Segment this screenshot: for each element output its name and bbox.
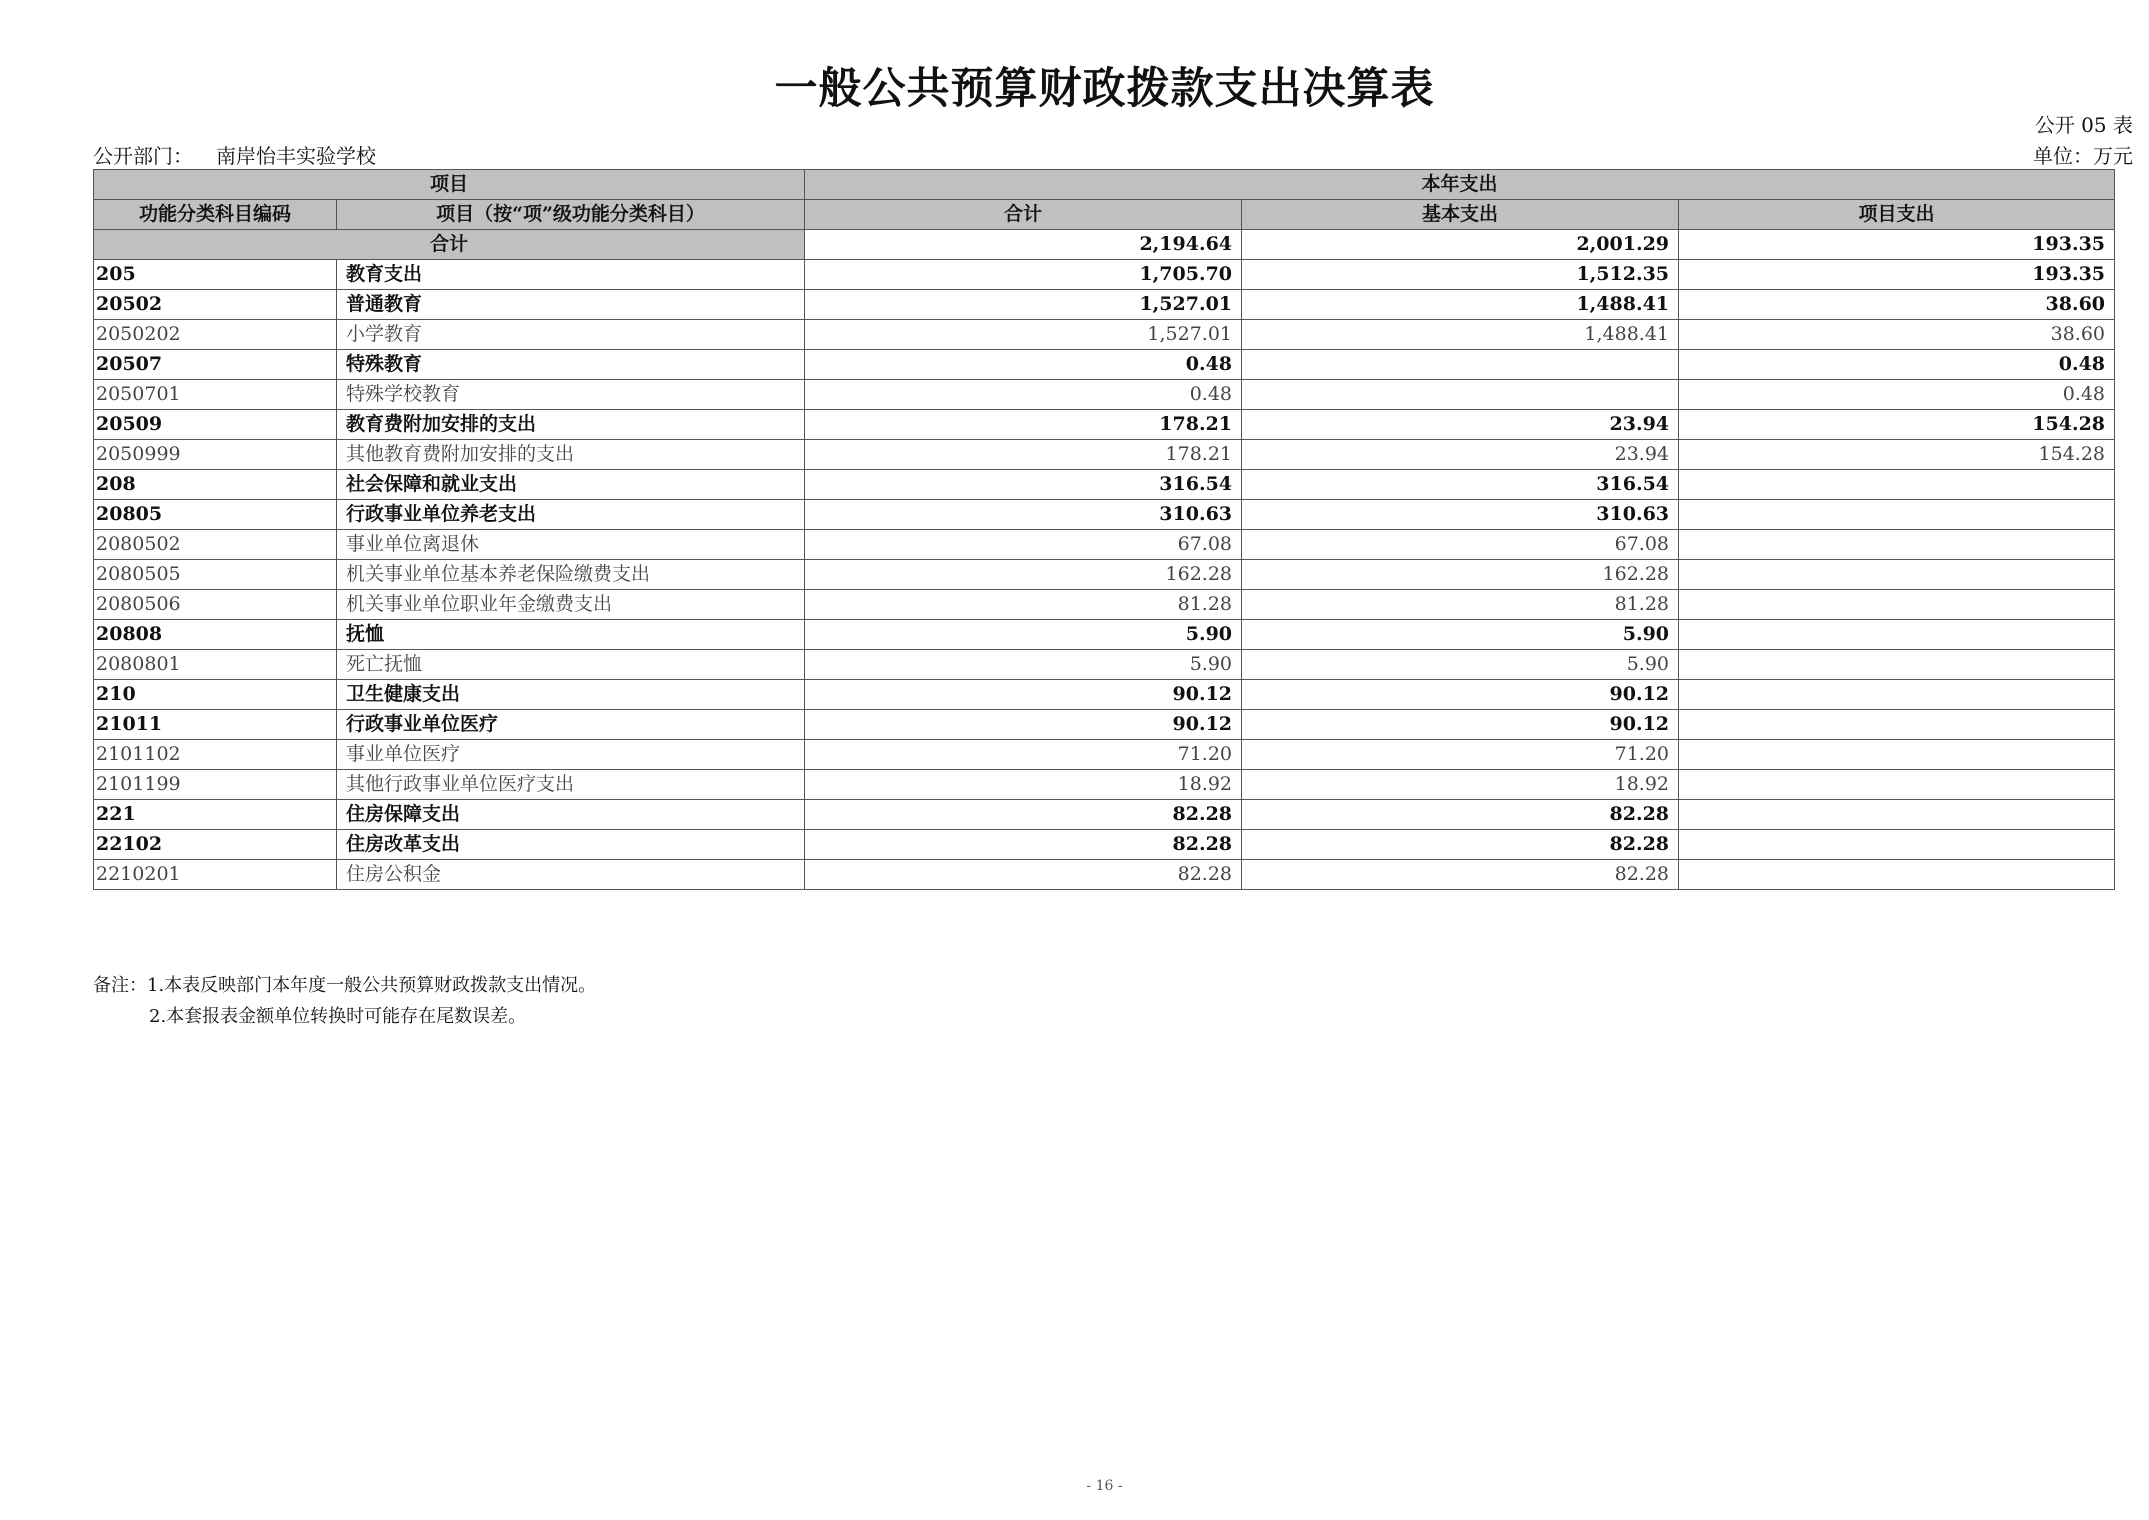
table-row xyxy=(94,860,2115,890)
row-name: 卫生健康支出 xyxy=(337,680,805,710)
row-basic: 316.54 xyxy=(1242,470,1679,500)
row-basic: 23.94 xyxy=(1242,410,1679,440)
row-project xyxy=(1679,470,2115,500)
row-code: 2080801 xyxy=(94,650,337,680)
total-label: 合计 xyxy=(94,230,805,260)
row-project xyxy=(1679,620,2115,650)
row-basic: 1,512.35 xyxy=(1242,260,1679,290)
row-total: 178.21 xyxy=(805,410,1242,440)
row-project xyxy=(1679,650,2115,680)
row-code: 2080506 xyxy=(94,590,337,620)
header-item: 项目（按“项”级功能分类科目） xyxy=(337,200,805,230)
page-title: 一般公共预算财政拨款支出决算表 xyxy=(774,64,1435,114)
row-code: 2050202 xyxy=(94,320,337,350)
row-project: 0.48 xyxy=(1679,380,2115,410)
table-row xyxy=(94,560,2115,590)
row-name: 特殊教育 xyxy=(337,350,805,380)
table-row xyxy=(94,320,2115,350)
row-code: 20507 xyxy=(94,350,337,380)
table-row xyxy=(94,290,2115,320)
row-project xyxy=(1679,800,2115,830)
row-total: 0.48 xyxy=(805,380,1242,410)
table-row xyxy=(94,620,2115,650)
row-project xyxy=(1679,530,2115,560)
header-total: 合计 xyxy=(805,200,1242,230)
row-name: 事业单位医疗 xyxy=(337,740,805,770)
note-2: 2.本套报表金额单位转换时可能存在尾数误差。 xyxy=(149,1006,527,1027)
row-total: 316.54 xyxy=(805,470,1242,500)
row-code: 20502 xyxy=(94,290,337,320)
row-total: 67.08 xyxy=(805,530,1242,560)
row-name: 住房保障支出 xyxy=(337,800,805,830)
row-code: 2080505 xyxy=(94,560,337,590)
department-name: 南岸怡丰实验学校 xyxy=(216,144,376,168)
row-project: 38.60 xyxy=(1679,320,2115,350)
row-basic: 90.12 xyxy=(1242,710,1679,740)
row-name: 行政事业单位医疗 xyxy=(337,710,805,740)
header-basic: 基本支出 xyxy=(1242,200,1679,230)
table-row xyxy=(94,770,2115,800)
header-current-year: 本年支出 xyxy=(805,170,2115,200)
row-project xyxy=(1679,710,2115,740)
total-row xyxy=(94,230,2115,260)
row-total: 1,527.01 xyxy=(805,320,1242,350)
row-basic: 5.90 xyxy=(1242,620,1679,650)
row-project: 0.48 xyxy=(1679,350,2115,380)
header-project-expense: 项目支出 xyxy=(1679,200,2115,230)
row-code: 20805 xyxy=(94,500,337,530)
row-basic: 82.28 xyxy=(1242,800,1679,830)
row-project xyxy=(1679,560,2115,590)
row-total: 310.63 xyxy=(805,500,1242,530)
row-project xyxy=(1679,680,2115,710)
row-basic: 71.20 xyxy=(1242,740,1679,770)
row-code: 2080502 xyxy=(94,530,337,560)
row-project xyxy=(1679,860,2115,890)
table-row xyxy=(94,590,2115,620)
row-code: 20509 xyxy=(94,410,337,440)
header-code: 功能分类科目编码 xyxy=(94,200,337,230)
row-code: 205 xyxy=(94,260,337,290)
table-row xyxy=(94,350,2115,380)
header-project: 项目 xyxy=(94,170,805,200)
row-basic: 310.63 xyxy=(1242,500,1679,530)
row-total: 82.28 xyxy=(805,800,1242,830)
unit-label: 单位：万元 xyxy=(2033,144,2133,168)
row-total: 81.28 xyxy=(805,590,1242,620)
row-code: 21011 xyxy=(94,710,337,740)
department-label: 公开部门： xyxy=(93,144,193,168)
row-project xyxy=(1679,770,2115,800)
row-basic: 82.28 xyxy=(1242,830,1679,860)
row-basic: 18.92 xyxy=(1242,770,1679,800)
row-code: 20808 xyxy=(94,620,337,650)
row-project: 154.28 xyxy=(1679,410,2115,440)
row-total: 1,705.70 xyxy=(805,260,1242,290)
row-total: 5.90 xyxy=(805,620,1242,650)
table-row xyxy=(94,830,2115,860)
row-basic: 23.94 xyxy=(1242,440,1679,470)
total-basic: 2,001.29 xyxy=(1242,230,1679,260)
row-code: 2050999 xyxy=(94,440,337,470)
row-name: 特殊学校教育 xyxy=(337,380,805,410)
table-row xyxy=(94,380,2115,410)
row-basic: 162.28 xyxy=(1242,560,1679,590)
header-row-1 xyxy=(94,170,2115,200)
row-code: 2101199 xyxy=(94,770,337,800)
table-row xyxy=(94,530,2115,560)
table-row xyxy=(94,650,2115,680)
table-row xyxy=(94,260,2115,290)
row-basic: 1,488.41 xyxy=(1242,290,1679,320)
row-total: 82.28 xyxy=(805,830,1242,860)
row-basic xyxy=(1242,380,1679,410)
notes xyxy=(93,970,596,1032)
table-row xyxy=(94,710,2115,740)
row-project xyxy=(1679,830,2115,860)
row-total: 1,527.01 xyxy=(805,290,1242,320)
row-project: 154.28 xyxy=(1679,440,2115,470)
row-basic: 1,488.41 xyxy=(1242,320,1679,350)
row-name: 机关事业单位职业年金缴费支出 xyxy=(337,590,805,620)
row-name: 住房公积金 xyxy=(337,860,805,890)
row-total: 90.12 xyxy=(805,680,1242,710)
row-project: 193.35 xyxy=(1679,260,2115,290)
row-basic: 67.08 xyxy=(1242,530,1679,560)
row-code: 2101102 xyxy=(94,740,337,770)
table-row xyxy=(94,440,2115,470)
row-total: 18.92 xyxy=(805,770,1242,800)
row-code: 208 xyxy=(94,470,337,500)
row-name: 住房改革支出 xyxy=(337,830,805,860)
row-project: 38.60 xyxy=(1679,290,2115,320)
table-row xyxy=(94,740,2115,770)
row-basic: 82.28 xyxy=(1242,860,1679,890)
row-name: 社会保障和就业支出 xyxy=(337,470,805,500)
row-project xyxy=(1679,740,2115,770)
total-project: 193.35 xyxy=(1679,230,2115,260)
row-basic: 81.28 xyxy=(1242,590,1679,620)
row-name: 死亡抚恤 xyxy=(337,650,805,680)
note-1: 备注：1.本表反映部门本年度一般公共预算财政拨款支出情况。 xyxy=(93,975,597,996)
row-code: 210 xyxy=(94,680,337,710)
row-name: 其他行政事业单位医疗支出 xyxy=(337,770,805,800)
total-total: 2,194.64 xyxy=(805,230,1242,260)
row-basic: 5.90 xyxy=(1242,650,1679,680)
expenditure-table xyxy=(93,169,2115,890)
row-name: 其他教育费附加安排的支出 xyxy=(337,440,805,470)
table-row xyxy=(94,500,2115,530)
row-name: 小学教育 xyxy=(337,320,805,350)
row-name: 教育支出 xyxy=(337,260,805,290)
table-row xyxy=(94,800,2115,830)
row-total: 5.90 xyxy=(805,650,1242,680)
row-code: 221 xyxy=(94,800,337,830)
row-total: 82.28 xyxy=(805,860,1242,890)
page-number: - 16 - xyxy=(1086,1478,1123,1494)
row-total: 0.48 xyxy=(805,350,1242,380)
table-row xyxy=(94,470,2115,500)
row-code: 2210201 xyxy=(94,860,337,890)
table-row xyxy=(94,680,2115,710)
row-total: 90.12 xyxy=(805,710,1242,740)
row-name: 抚恤 xyxy=(337,620,805,650)
header-row-2 xyxy=(94,200,2115,230)
form-number: 公开 05 表 xyxy=(2034,113,2133,137)
row-code: 2050701 xyxy=(94,380,337,410)
row-project xyxy=(1679,590,2115,620)
department-row xyxy=(93,140,2133,168)
row-name: 事业单位离退休 xyxy=(337,530,805,560)
table-row xyxy=(94,410,2115,440)
row-total: 71.20 xyxy=(805,740,1242,770)
row-total: 162.28 xyxy=(805,560,1242,590)
row-name: 行政事业单位养老支出 xyxy=(337,500,805,530)
row-name: 教育费附加安排的支出 xyxy=(337,410,805,440)
row-code: 22102 xyxy=(94,830,337,860)
row-project xyxy=(1679,500,2115,530)
row-basic: 90.12 xyxy=(1242,680,1679,710)
row-name: 机关事业单位基本养老保险缴费支出 xyxy=(337,560,805,590)
row-basic xyxy=(1242,350,1679,380)
row-total: 178.21 xyxy=(805,440,1242,470)
row-name: 普通教育 xyxy=(337,290,805,320)
